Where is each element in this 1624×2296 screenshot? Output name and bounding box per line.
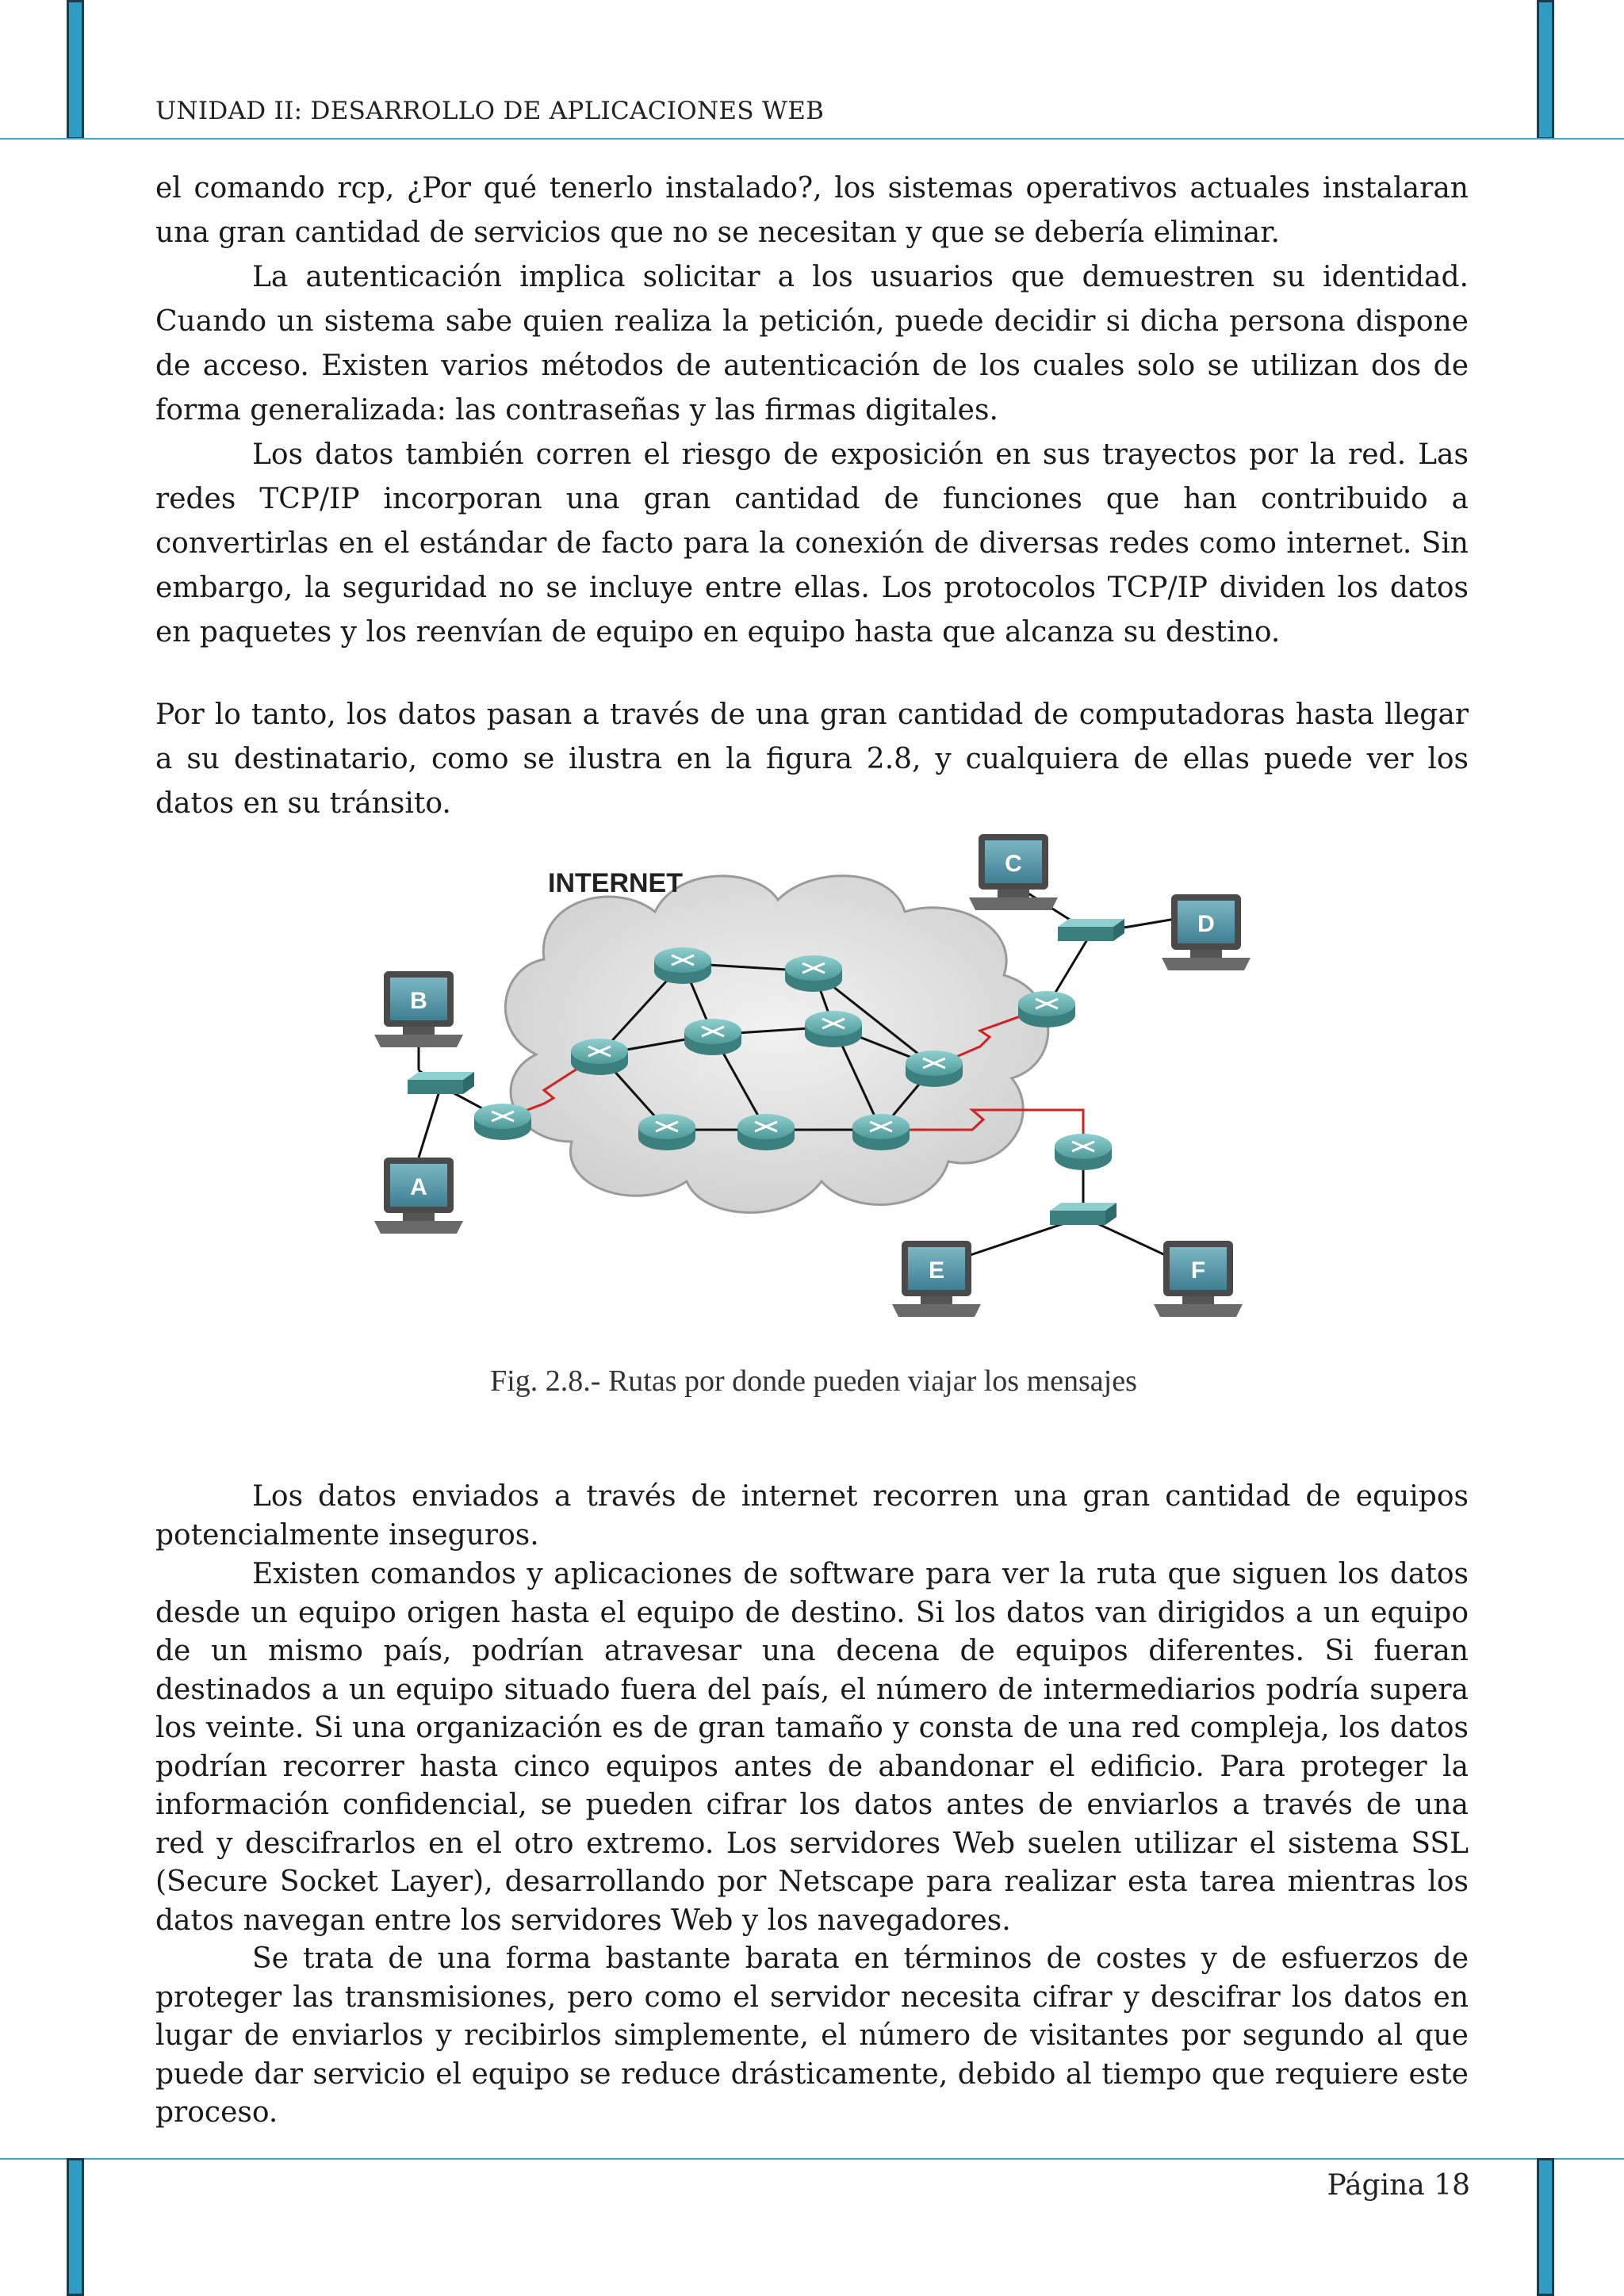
network-figure (346, 825, 1281, 1427)
link-line (419, 1086, 441, 1158)
router-icon (684, 1019, 741, 1055)
header-left-accent-bar (67, 0, 84, 140)
host-label: C (1005, 851, 1022, 877)
host-label: B (410, 988, 427, 1014)
header-right-accent-bar (1537, 0, 1554, 140)
router-icon (1018, 991, 1075, 1027)
host-b-computer (374, 971, 463, 1047)
paragraph-figure-intro: Por lo tanto, los datos pasan a través de una gran cantidad de computadoras hasta llegar a su destinatario, como se ilustra en la figura 2.8, y cualquiera de ellas puede ver los datos en su tránsito. (155, 698, 1469, 820)
host-label: F (1190, 1257, 1206, 1284)
host-label: E (928, 1257, 945, 1284)
host-d-computer (1162, 894, 1251, 970)
switch-icon (1050, 1203, 1116, 1225)
router-icon (654, 947, 711, 984)
paragraph-cost-encryption: Se trata de una forma bastante barata en términos de costes y de esfuerzos de proteger las transmisiones, pero como el servidor necesita cifrar y descifrar los datos en lugar de enviarlos y recibirlos simplemente, el número de visitantes por segundo al que puede dar servicio el equipo se reduce drásticamente, debido al tiempo que requiere este proceso. (155, 1942, 1469, 2129)
switch-icon (408, 1072, 474, 1094)
header-rule (0, 138, 1624, 140)
footer-rule (0, 2158, 1624, 2160)
paragraph-authentication: La autenticación implica solicitar a los usuarios que demuestren su identidad. Cuando un sistema sabe quien realiza la petición, puede decidir si dicha persona dispone de acceso. Existen varios métodos de autenticación de los cuales solo se utilizan dos de forma generalizada: las contraseñas y las firmas digitales. (155, 261, 1469, 427)
page-number: Página 18 (1327, 2169, 1470, 2202)
router-icon (1055, 1134, 1112, 1170)
switch-icon (1058, 919, 1124, 941)
router-icon (852, 1114, 910, 1150)
router-icon (785, 955, 842, 992)
host-label: A (410, 1174, 427, 1200)
router-icon (805, 1011, 862, 1047)
figure-caption: Fig. 2.8.- Rutas por donde pueden viajar los mensajes (490, 1364, 1137, 1398)
router-icon (638, 1114, 695, 1150)
network-diagram (346, 825, 1281, 1364)
paragraph-insecure-equipment: Los datos enviados a través de internet recorren una gran cantidad de equipos potencialmente inseguros. (155, 1480, 1469, 1552)
host-c-computer (969, 834, 1058, 910)
router-icon (906, 1050, 963, 1087)
footer-right-accent-bar (1537, 2158, 1554, 2296)
page-header-title: UNIDAD II: DESARROLLO DE APLICACIONES WEB (155, 97, 825, 125)
router-icon (474, 1104, 531, 1140)
paragraph-tcpip-risk: Los datos también corren el riesgo de exposición en sus trayectos por la red. Las redes TCP/IP incorporan una gran cantidad de funciones que han contribuido a convertirlas en el estándar de facto para la conexión de diversas redes como internet. Sin embargo, la seguridad no se incluye entre ellas. Los protocolos TCP/IP dividen los datos en paquetes y los reenvían de equipo en equipo hasta que alcanza su destino. (155, 438, 1469, 649)
paragraph-route-commands: Existen comandos y aplicaciones de software para ver la ruta que siguen los datos desde un equipo origen hasta el equipo de destino. Si los datos van dirigidos a un equipo de un mismo país, podrían atravesar una decena de equipos diferentes. Si fueran destinados a un equipo situado fuera del país, el número de intermediarios podría supera los veinte. Si una organización es de gran tamaño y consta de una red compleja, los datos podrían recorrer hasta cinco equipos antes de abandonar el edificio. Para proteger la información confidencial, se pueden cifrar los datos antes de enviarlos a través de una red y descifrarlos en el otro extremo. Los servidores Web suelen utilizar el sistema SSL (Secure Socket Layer), desarrollando por Netscape para realizar esta tarea mientras los datos navegan entre los servidores Web y los navegadores. (155, 1558, 1469, 1937)
host-f-computer (1154, 1241, 1243, 1317)
internet-label: INTERNET (548, 868, 683, 898)
host-label: D (1197, 911, 1215, 937)
router-icon (571, 1039, 628, 1075)
host-a-computer (374, 1158, 463, 1234)
paragraph-continuation: el comando rcp, ¿Por qué tenerlo instalado?, los sistemas operativos actuales instalaran una gran cantidad de servicios que no se necesitan y que se debería eliminar. (155, 172, 1469, 249)
footer-left-accent-bar (67, 2158, 84, 2296)
host-e-computer (892, 1241, 981, 1317)
router-icon (737, 1114, 795, 1150)
